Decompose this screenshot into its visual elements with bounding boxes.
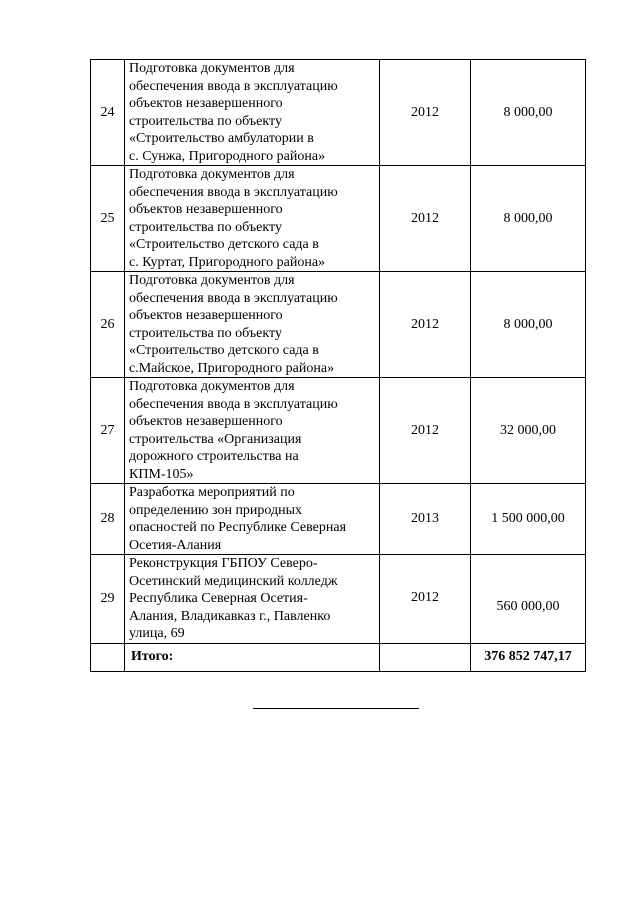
closing-divider-line [253,708,419,709]
row-year: 2012 [380,60,471,166]
row-description: Реконструкция ГБПОУ Северо- Осетинский медицинский колледж Республика Северная Осетия- Алания, Владикавказ г., Павленко улица, 69 [125,555,380,644]
row-description: Подготовка документов для обеспечения ввода в эксплуатацию объектов незавершенного строительства по объекту «Строительство детского сада в с. Куртат, Пригородного района» [125,166,380,272]
row-number: 24 [91,60,125,166]
row-year: 2013 [380,484,471,555]
row-amount: 32 000,00 [471,378,586,484]
row-year: 2012 [380,166,471,272]
table-row [91,166,586,272]
row-amount: 8 000,00 [471,60,586,166]
row-amount: 560 000,00 [471,555,586,644]
row-number: 25 [91,166,125,272]
row-year: 2012 [380,555,471,644]
total-year-cell [380,643,471,671]
row-description: Подготовка документов для обеспечения ввода в эксплуатацию объектов незавершенного строительства «Организация дорожного строительства на КПМ-105» [125,378,380,484]
budget-table [90,59,586,672]
row-year: 2012 [380,378,471,484]
row-amount: 8 000,00 [471,272,586,378]
total-label: Итого: [125,643,380,671]
table-row [91,378,586,484]
row-number: 28 [91,484,125,555]
row-description: Подготовка документов для обеспечения ввода в эксплуатацию объектов незавершенного строительства по объекту «Строительство амбулатории в с. Сунжа, Пригородного района» [125,60,380,166]
total-row [91,643,586,671]
table-row [91,555,586,644]
row-description: Разработка мероприятий по определению зон природных опасностей по Республике Северная Осетия-Алания [125,484,380,555]
row-description: Подготовка документов для обеспечения ввода в эксплуатацию объектов незавершенного строительства по объекту «Строительство детского сада в с.Майское, Пригородного района» [125,272,380,378]
row-year: 2012 [380,272,471,378]
row-number: 27 [91,378,125,484]
total-number-cell [91,643,125,671]
row-number: 26 [91,272,125,378]
table-row [91,484,586,555]
row-number: 29 [91,555,125,644]
table-row [91,272,586,378]
row-amount: 1 500 000,00 [471,484,586,555]
row-amount: 8 000,00 [471,166,586,272]
total-amount: 376 852 747,17 [471,643,586,671]
table-row [91,60,586,166]
